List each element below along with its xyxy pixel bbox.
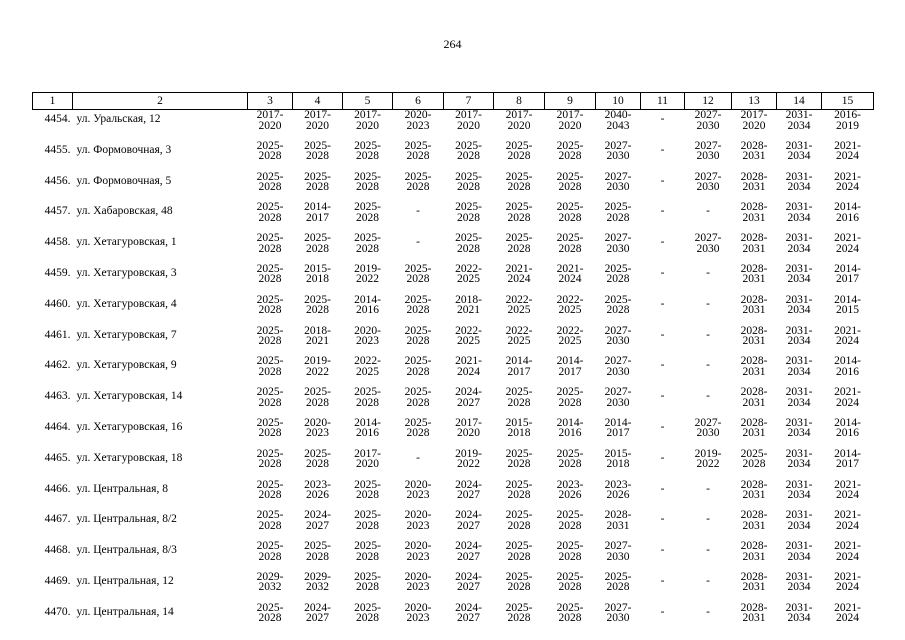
period-cell: 2031- 2034 [785,293,813,317]
period-cell: 2021- 2024 [834,540,861,563]
period-cell: 2020- 2023 [404,109,432,132]
column-header: 15 [822,93,874,110]
period-cell: 2025- 2028 [556,447,584,471]
street-address: ул. Хабаровская, 48 [76,205,173,218]
period-cell: 2028- 2031 [740,601,768,625]
period-cell: 2021- 2024 [834,170,861,194]
table-row [33,541,874,572]
period-cell: 2025- 2028 [505,201,533,224]
period-cell: 2031- 2034 [785,447,813,471]
table-header [33,93,874,110]
period-cell: 2014- 2015 [834,293,861,317]
period-cell: 2025- 2028 [455,232,482,255]
period-cell: 2025- 2028 [505,570,533,594]
period-cell: 2025- 2028 [304,447,331,471]
period-cell: 2025- 2028 [505,540,533,563]
period-cell: 2031- 2034 [785,109,813,132]
period-cell: 2028- 2031 [740,139,768,163]
period-cell: 2014- 2016 [834,355,861,378]
period-cell: 2014- 2017 [505,355,533,378]
column-header: 11 [641,93,685,110]
period-cell: 2025- 2028 [256,386,284,409]
period-cell: 2017- 2020 [556,109,584,132]
period-cell: 2027- 2030 [604,540,632,563]
period-cell: 2031- 2034 [785,478,813,502]
street-address: ул. Центральная, 14 [76,605,174,618]
period-cell: 2014- 2016 [834,416,861,440]
period-cell: 2022- 2025 [505,293,533,317]
period-cell: - [660,174,665,187]
period-cell: 2025- 2028 [556,601,584,625]
period-cell: 2014- 2017 [604,416,632,440]
period-cell: 2028- 2031 [740,386,768,409]
period-cell: 2016- 2019 [834,109,861,132]
period-cell: - [706,205,710,218]
period-cell: 2025- 2028 [404,170,432,194]
period-cell: 2025- 2028 [604,570,632,594]
period-cell: 2020- 2023 [304,416,331,440]
street-address: ул. Хетагуровская, 14 [76,390,183,403]
period-cell: 2021- 2024 [834,324,861,348]
period-cell: 2025- 2028 [354,170,381,194]
period-cell: 2031- 2034 [785,540,813,563]
row-number: 4455. [44,143,71,156]
period-cell: 2025- 2028 [354,601,381,625]
street-address: ул. Центральная, 12 [76,574,174,587]
period-cell: 2025- 2028 [505,170,533,194]
period-cell: 2025- 2028 [505,509,533,532]
period-cell: 2025- 2028 [304,139,331,163]
period-cell: 2025- 2028 [604,201,632,224]
period-cell: - [660,113,665,125]
period-cell: 2025- 2028 [354,478,381,502]
period-cell: - [660,605,665,618]
period-cell: 2022- 2025 [505,324,533,348]
period-cell: - [660,574,665,587]
period-cell: 2022- 2025 [455,262,482,286]
period-cell: 2025- 2028 [556,232,584,255]
table-row [33,418,874,449]
street-address: ул. Хетагуровская, 9 [76,359,177,372]
period-cell: 2025- 2028 [256,262,284,286]
table-row [33,172,874,203]
period-cell: 2025- 2028 [604,262,632,286]
period-cell: 2025- 2028 [256,540,284,563]
period-cell: 2023- 2026 [304,478,331,502]
period-cell: 2031- 2034 [785,262,813,286]
period-cell: 2025- 2028 [354,570,381,594]
period-cell: 2025- 2028 [556,509,584,532]
period-cell: - [660,236,665,249]
period-cell: 2023- 2026 [604,478,632,502]
period-cell: 2025- 2028 [304,386,331,409]
row-number: 4470. [44,605,71,618]
period-cell: 2028- 2031 [740,201,768,224]
period-cell: 2020- 2023 [354,324,381,348]
period-cell: - [660,359,665,372]
period-cell: 2021- 2024 [834,570,861,594]
period-cell: 2031- 2034 [785,139,813,163]
period-cell: 2017- 2020 [354,109,381,132]
period-cell: 2025- 2028 [256,232,284,255]
period-cell: 2018- 2021 [455,293,482,317]
period-cell: 2028- 2031 [740,509,768,532]
period-cell: - [660,266,665,279]
period-cell: 2024- 2027 [455,478,482,502]
period-cell: 2025- 2028 [256,201,284,224]
period-cell: 2019- 2022 [694,447,722,471]
table-row [33,264,874,295]
period-cell: 2019- 2022 [304,355,331,378]
period-cell: 2014- 2017 [834,447,861,471]
period-cell: - [706,328,710,341]
period-cell: 2025- 2028 [354,232,381,255]
period-cell: 2022- 2025 [556,293,584,317]
street-address: ул. Хетагуровская, 3 [76,266,177,279]
period-cell: 2024- 2027 [455,540,482,563]
period-cell: 2028- 2031 [740,324,768,348]
table-row [33,233,874,264]
period-cell: 2025- 2028 [304,170,331,194]
period-cell: 2024- 2027 [455,570,482,594]
period-cell: 2025- 2028 [304,232,331,255]
period-cell: 2025- 2028 [256,170,284,194]
period-cell: 2014- 2017 [304,201,331,224]
period-cell: 2017- 2020 [505,109,533,132]
table-row [33,110,874,141]
period-cell: - [416,205,420,218]
period-cell: - [660,143,665,156]
period-cell: 2027- 2030 [604,232,632,255]
period-cell: 2031- 2034 [785,232,813,255]
period-cell: - [660,328,665,341]
period-cell: - [706,605,710,618]
period-cell: 2019- 2022 [455,447,482,471]
period-cell: 2025- 2028 [256,601,284,625]
column-header: 6 [393,93,444,110]
table-row [33,326,874,357]
period-cell: - [416,451,420,464]
row-number: 4463. [44,390,71,403]
period-cell: 2025- 2028 [505,478,533,502]
street-address: ул. Хетагуровская, 18 [76,451,183,464]
period-cell: - [660,451,665,464]
period-cell: 2019- 2022 [354,262,381,286]
period-cell: 2021- 2024 [834,386,861,409]
period-cell: 2025- 2028 [505,447,533,471]
row-number: 4459. [44,266,71,279]
period-cell: 2025- 2028 [404,293,432,317]
table-row [33,356,874,387]
period-cell: 2017- 2020 [256,109,284,132]
period-cell: 2027- 2030 [604,170,632,194]
period-cell: 2024- 2027 [304,601,331,625]
period-cell: 2025- 2028 [556,201,584,224]
row-number: 4454. [44,113,71,125]
period-cell: 2023- 2026 [556,478,584,502]
period-cell: 2022- 2025 [354,355,381,378]
period-cell: 2025- 2028 [604,293,632,317]
period-cell: 2025- 2028 [505,139,533,163]
period-cell: - [706,574,710,587]
row-number: 4460. [44,297,71,310]
period-cell: 2025- 2028 [740,447,768,471]
period-cell: 2022- 2025 [455,324,482,348]
column-header: 13 [732,93,777,110]
street-address: ул. Центральная, 8/2 [76,513,177,526]
period-cell: 2025- 2028 [354,139,381,163]
period-cell: 2014- 2017 [834,262,861,286]
period-cell: 2027- 2030 [694,232,722,255]
period-cell: 2025- 2028 [505,386,533,409]
period-cell: 2029- 2032 [256,570,284,594]
period-cell: - [660,513,665,526]
period-cell: 2024- 2027 [455,601,482,625]
table-body [33,110,874,634]
column-header: 12 [685,93,732,110]
period-cell: 2027- 2030 [694,170,722,194]
table-row [33,603,874,634]
period-cell: - [706,297,710,310]
period-cell: 2027- 2030 [604,601,632,625]
period-cell: - [706,359,710,372]
period-cell: 2017- 2020 [354,447,381,471]
page-number: 264 [443,37,462,51]
period-cell: - [416,236,420,249]
period-cell: 2020- 2023 [404,570,432,594]
period-cell: 2025- 2028 [256,293,284,317]
period-cell: 2025- 2028 [404,324,432,348]
period-cell: 2024- 2027 [304,509,331,532]
period-cell: 2021- 2024 [834,509,861,532]
row-number: 4458. [44,236,71,249]
period-cell: 2021- 2024 [834,601,861,625]
period-cell: 2014- 2016 [834,201,861,224]
table-row [33,449,874,480]
period-cell: 2028- 2031 [740,355,768,378]
period-cell: 2015- 2018 [505,416,533,440]
period-cell: 2025- 2028 [304,293,331,317]
period-cell: 2025- 2028 [455,139,482,163]
street-address: ул. Хетагуровская, 4 [76,297,177,310]
period-cell: 2027- 2030 [604,324,632,348]
period-cell: 2025- 2028 [455,201,482,224]
period-cell: 2025- 2028 [505,601,533,625]
period-cell: - [660,390,665,403]
period-cell: 2031- 2034 [785,170,813,194]
period-cell: 2017- 2020 [740,109,768,132]
period-cell: 2025- 2028 [556,570,584,594]
period-cell: 2025- 2028 [404,355,432,378]
period-cell: 2025- 2028 [505,232,533,255]
row-number: 4457. [44,205,71,218]
table-row [33,387,874,418]
period-cell: 2025- 2028 [256,416,284,440]
row-number: 4462. [44,359,71,372]
column-header: 7 [444,93,494,110]
street-address: ул. Центральная, 8 [76,482,168,495]
period-cell: 2031- 2034 [785,570,813,594]
street-address: ул. Формовочная, 5 [76,174,172,187]
period-cell: 2025- 2028 [404,262,432,286]
period-cell: 2020- 2023 [404,601,432,625]
period-cell: 2025- 2028 [404,386,432,409]
period-cell: 2025- 2028 [304,540,331,563]
period-cell: 2028- 2031 [740,232,768,255]
period-cell: 2025- 2028 [256,509,284,532]
period-cell: 2025- 2028 [256,139,284,163]
period-cell: 2024- 2027 [455,386,482,409]
column-header: 5 [343,93,393,110]
street-address: ул. Центральная, 8/3 [76,544,177,557]
street-address: ул. Хетагуровская, 16 [76,420,183,433]
period-cell: 2025- 2028 [256,355,284,378]
row-number: 4469. [44,574,71,587]
period-cell: 2020- 2023 [404,540,432,563]
period-cell: 2021- 2024 [834,232,861,255]
header-row [33,93,874,110]
period-cell: 2031- 2034 [785,201,813,224]
period-cell: 2027- 2030 [604,386,632,409]
period-cell: 2028- 2031 [604,509,632,532]
row-number: 4466. [44,482,71,495]
period-cell: - [706,513,710,526]
period-cell: 2027- 2030 [694,416,722,440]
period-cell: 2031- 2034 [785,416,813,440]
period-cell: 2015- 2018 [604,447,632,471]
period-cell: 2031- 2034 [785,324,813,348]
table-row [33,202,874,233]
period-cell: 2027- 2030 [604,355,632,378]
period-cell: - [660,205,665,218]
row-number: 4465. [44,451,71,464]
street-address: ул. Формовочная, 3 [76,143,172,156]
period-cell: 2025- 2028 [404,416,432,440]
period-cell: 2028- 2031 [740,416,768,440]
period-cell: 2021- 2024 [455,355,482,378]
row-number: 4464. [44,420,71,433]
column-header: 4 [293,93,343,110]
period-cell: - [660,297,665,310]
period-cell: - [660,482,665,495]
period-cell: 2040- 2043 [604,109,632,132]
period-cell: 2027- 2030 [604,139,632,163]
period-cell: 2021- 2024 [505,262,533,286]
period-cell: 2025- 2028 [354,201,381,224]
period-cell: 2029- 2032 [304,570,331,594]
period-cell: 2014- 2016 [354,416,381,440]
period-cell: 2021- 2024 [556,262,584,286]
period-cell: 2031- 2034 [785,601,813,625]
schedule-table [32,92,874,634]
period-cell: 2028- 2031 [740,570,768,594]
column-header: 2 [73,93,248,110]
period-cell: 2017- 2020 [304,109,331,132]
period-cell: 2031- 2034 [785,509,813,532]
row-number: 4461. [44,328,71,341]
table-row [33,480,874,511]
period-cell: 2014- 2016 [354,293,381,317]
period-cell: 2031- 2034 [785,386,813,409]
column-header: 1 [33,93,73,110]
period-cell: 2027- 2030 [694,109,722,132]
period-cell: 2025- 2028 [256,447,284,471]
period-cell: - [706,482,710,495]
row-number: 4467. [44,513,71,526]
period-cell: 2028- 2031 [740,540,768,563]
period-cell: 2031- 2034 [785,355,813,378]
period-cell: 2018- 2021 [304,324,331,348]
period-cell: 2017- 2020 [455,416,482,440]
period-cell: 2015- 2018 [304,262,331,286]
column-header: 10 [596,93,641,110]
period-cell: 2025- 2028 [556,386,584,409]
period-cell: 2025- 2028 [256,324,284,348]
period-cell: 2027- 2030 [694,139,722,163]
period-cell: 2028- 2031 [740,262,768,286]
table-row [33,141,874,172]
period-cell: 2025- 2028 [556,170,584,194]
period-cell: 2025- 2028 [404,139,432,163]
column-header: 9 [545,93,596,110]
street-address: ул. Уральская, 12 [76,113,161,125]
street-address: ул. Хетагуровская, 1 [76,236,177,249]
period-cell: 2025- 2028 [354,509,381,532]
period-cell: 2028- 2031 [740,293,768,317]
period-cell: - [706,390,710,403]
period-cell: - [660,544,665,557]
row-number: 4468. [44,544,71,557]
column-header: 3 [248,93,293,110]
street-address: ул. Хетагуровская, 7 [76,328,177,341]
row-number: 4456. [44,174,71,187]
period-cell: 2021- 2024 [834,478,861,502]
table-row [33,510,874,541]
period-cell: 2028- 2031 [740,170,768,194]
period-cell: 2025- 2028 [455,170,482,194]
table-row [33,295,874,326]
period-cell: 2025- 2028 [354,540,381,563]
period-cell: 2028- 2031 [740,478,768,502]
period-cell: 2021- 2024 [834,139,861,163]
period-cell: 2020- 2023 [404,509,432,532]
period-cell: - [660,420,665,433]
period-cell: 2014- 2016 [556,416,584,440]
column-header: 8 [494,93,545,110]
period-cell: 2025- 2028 [556,139,584,163]
column-header: 14 [777,93,822,110]
period-cell: - [706,266,710,279]
period-cell: 2014- 2017 [556,355,584,378]
period-cell: 2022- 2025 [556,324,584,348]
period-cell: 2025- 2028 [256,478,284,502]
table-row [33,572,874,603]
period-cell: 2025- 2028 [354,386,381,409]
period-cell: 2017- 2020 [455,109,482,132]
period-cell: - [706,544,710,557]
period-cell: 2020- 2023 [404,478,432,502]
period-cell: 2025- 2028 [556,540,584,563]
period-cell: 2024- 2027 [455,509,482,532]
